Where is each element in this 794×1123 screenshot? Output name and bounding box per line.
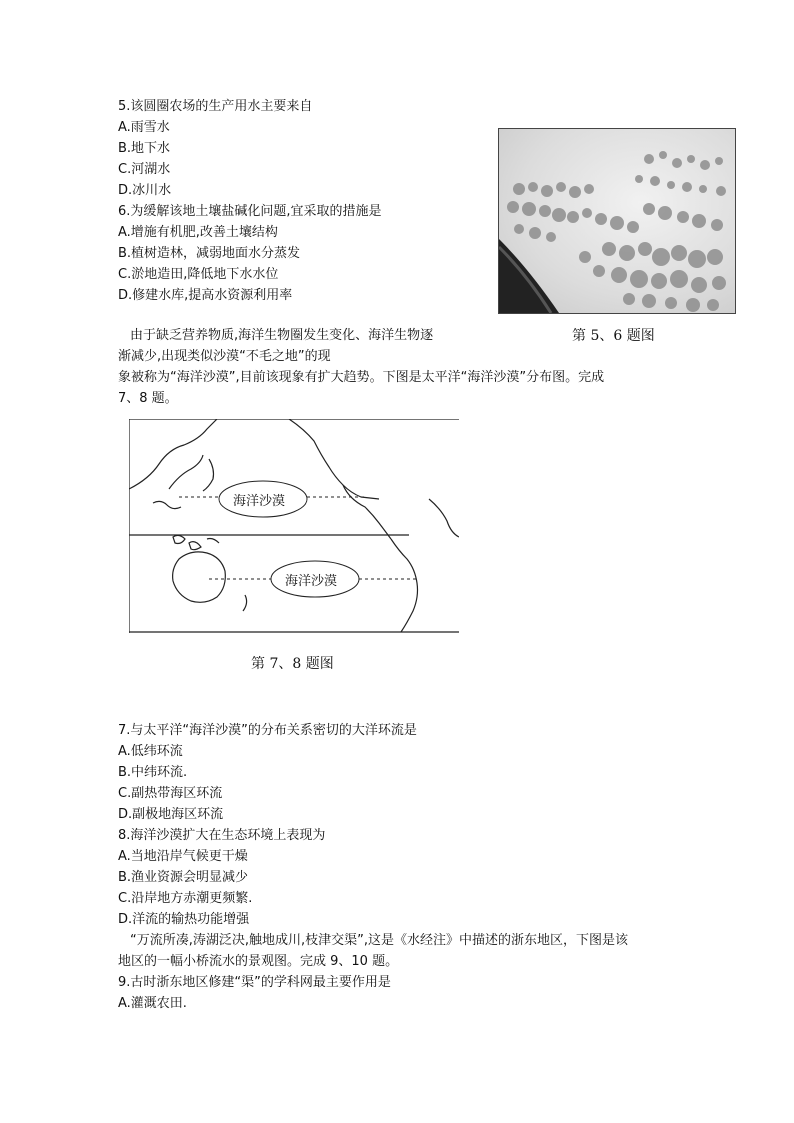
question-8-option-c: C.沿岸地方赤潮更频繁. [118,891,253,906]
question-8-option-a: A.当地沿岸气候更干燥 [118,849,248,864]
pacific-map-illustration [129,419,459,633]
question-7-stem: 7.与太平洋“海洋沙漠”的分布关系密切的大洋环流是 [118,723,417,738]
intro-9-10-line-1: “万流所凑,涛湖泛决,触地成川,枝津交渠”,这是《水经注》中描述的浙东地区，下图是该 [130,933,628,948]
intro-9-10-line-2: 地区的一幅小桥流水的景观图。完成 9、10 题。 [118,954,399,969]
question-9-option-a: A.灌溉农田. [118,996,187,1011]
pacific-ocean-desert-map [129,419,459,633]
question-5-stem: 5.该圆圈农场的生产用水主要来自 [118,99,313,114]
question-7-option-b: B.中纬环流. [118,765,188,780]
ocean-desert-label-south: 海洋沙漠 [285,574,338,589]
question-6-option-c: C.淤地造田,降低地下水水位 [118,267,279,282]
question-6-option-d: D.修建水库,提高水资源利用率 [118,288,293,303]
question-7-option-a: A.低纬环流 [118,744,183,759]
intro-7-8-line-4: 7、8 题。 [118,391,178,406]
figure-7-8-caption: 第 7、8 题图 [251,656,334,672]
question-5-option-a: A.雨雪水 [118,120,170,135]
question-6-option-a: A.增施有机肥,改善土壤结构 [118,225,278,240]
question-8-stem: 8.海洋沙漠扩大在生态环境上表现为 [118,828,326,843]
question-5-option-b: B.地下水 [118,141,171,156]
question-6-stem: 6.为缓解该地土壤盐碱化问题,宜采取的措施是 [118,204,382,219]
question-9-stem: 9.古时浙东地区修建“渠”的学科网最主要作用是 [118,975,391,990]
figure-5-6-caption: 第 5、6 题图 [572,328,655,344]
intro-7-8-line-2: 渐减少,出现类似沙漠“不毛之地”的现 [118,349,331,364]
intro-7-8-line-3: 象被称为“海洋沙漠”,目前该现象有扩大趋势。下图是太平洋“海洋沙漠”分布图。完成 [118,370,605,385]
question-8-option-b: B.渔业资源会明显减少 [118,870,249,885]
circle-farm-illustration [499,129,735,313]
question-5-option-c: C.河湖水 [118,162,171,177]
ocean-desert-label-north: 海洋沙漠 [233,494,286,509]
intro-7-8-line-1: 由于缺乏营养物质,海洋生物圈发生变化、海洋生物逐 [130,328,434,343]
question-7-option-d: D.副极地海区环流 [118,807,224,822]
circle-farm-photo [498,128,736,314]
question-7-option-c: C.副热带海区环流 [118,786,223,801]
question-5-option-d: D.冰川水 [118,183,172,198]
question-8-option-d: D.洋流的输热功能增强 [118,912,250,927]
question-6-option-b: B.植树造林，减弱地面水分蒸发 [118,246,301,261]
